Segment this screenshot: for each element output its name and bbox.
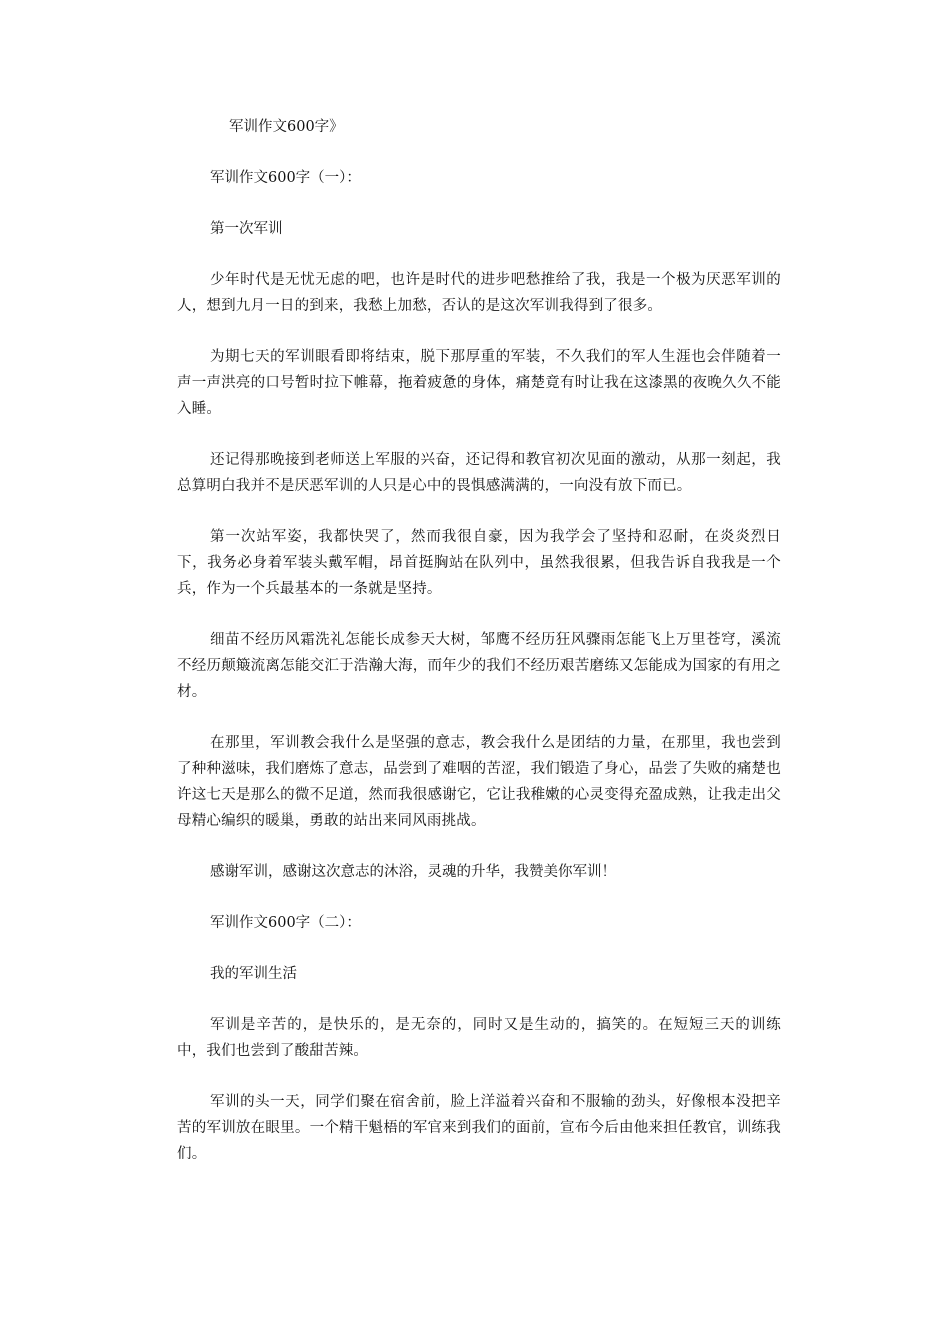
essay-title-one: 第一次军训	[210, 221, 283, 237]
paragraph: 少年时代是无忧无虑的吧，也许是时代的进步吧愁推给了我，我是一个极为厌恶军训的人，想到九月一日的到来，我愁上加愁，否认的是这次军训我得到了很多。	[177, 272, 781, 314]
paragraph: 为期七天的军训眼看即将结束，脱下那厚重的军装，不久我们的军人生涯也会伴随着一声一声洪亮的口号暂时拉下帷幕，拖着疲惫的身体，痛楚竟有时让我在这漆黑的夜晚久久不能入睡。	[177, 349, 781, 417]
paragraph: 军训的头一天，同学们聚在宿舍前，脸上洋溢着兴奋和不服输的劲头，好像根本没把辛苦的军训放在眼里。一个精干魁梧的军官来到我们的面前，宣布今后由他来担任教官，训练我们。	[177, 1094, 781, 1162]
essay-title-two: 我的军训生活	[210, 966, 297, 982]
paragraph: 第一次站军姿，我都快哭了，然而我很自豪，因为我学会了坚持和忍耐，在炎炎烈日下，我务必身着军装头戴军帽，昂首挺胸站在队列中，虽然我很累，但我告诉自我我是一个兵，作为一个兵最基本的一条就是坚持。	[177, 529, 781, 597]
section-heading-two: 军训作文600字（二）：	[210, 915, 361, 931]
paragraph: 细苗不经历风霜洗礼怎能长成参天大树，邹鹰不经历狂风骤雨怎能飞上万里苍穹，溪流不经历颠簸流离怎能交汇于浩瀚大海，而年少的我们不经历艰苦磨练又怎能成为国家的有用之材。	[177, 632, 781, 700]
document-title: 军训作文600字》	[229, 119, 344, 135]
paragraph: 军训是辛苦的，是快乐的，是无奈的，同时又是生动的，搞笑的。在短短三天的训练中，我们也尝到了酸甜苦辣。	[177, 1017, 781, 1059]
closing-line: 感谢军训，感谢这次意志的沐浴，灵魂的升华，我赞美你军训！	[210, 864, 616, 880]
paragraph: 在那里，军训教会我什么是坚强的意志，教会我什么是团结的力量，在那里，我也尝到了种种滋味，我们磨炼了意志，品尝到了难咽的苦涩，我们锻造了身心，品尝了失败的痛楚也许这七天是那么的微不足道，然而我很感谢它，它让我稚嫩的心灵变得充盈成熟，让我走出父母精心编织的暖巢，勇敢的站出来同风雨挑战。	[177, 735, 781, 829]
section-heading-one: 军训作文600字（一）：	[210, 170, 361, 186]
paragraph: 还记得那晚接到老师送上军服的兴奋，还记得和教官初次见面的激动，从那一刻起，我总算明白我并不是厌恶军训的人只是心中的畏惧感满满的，一向没有放下而已。	[177, 452, 781, 494]
document-body	[177, 114, 781, 1192]
